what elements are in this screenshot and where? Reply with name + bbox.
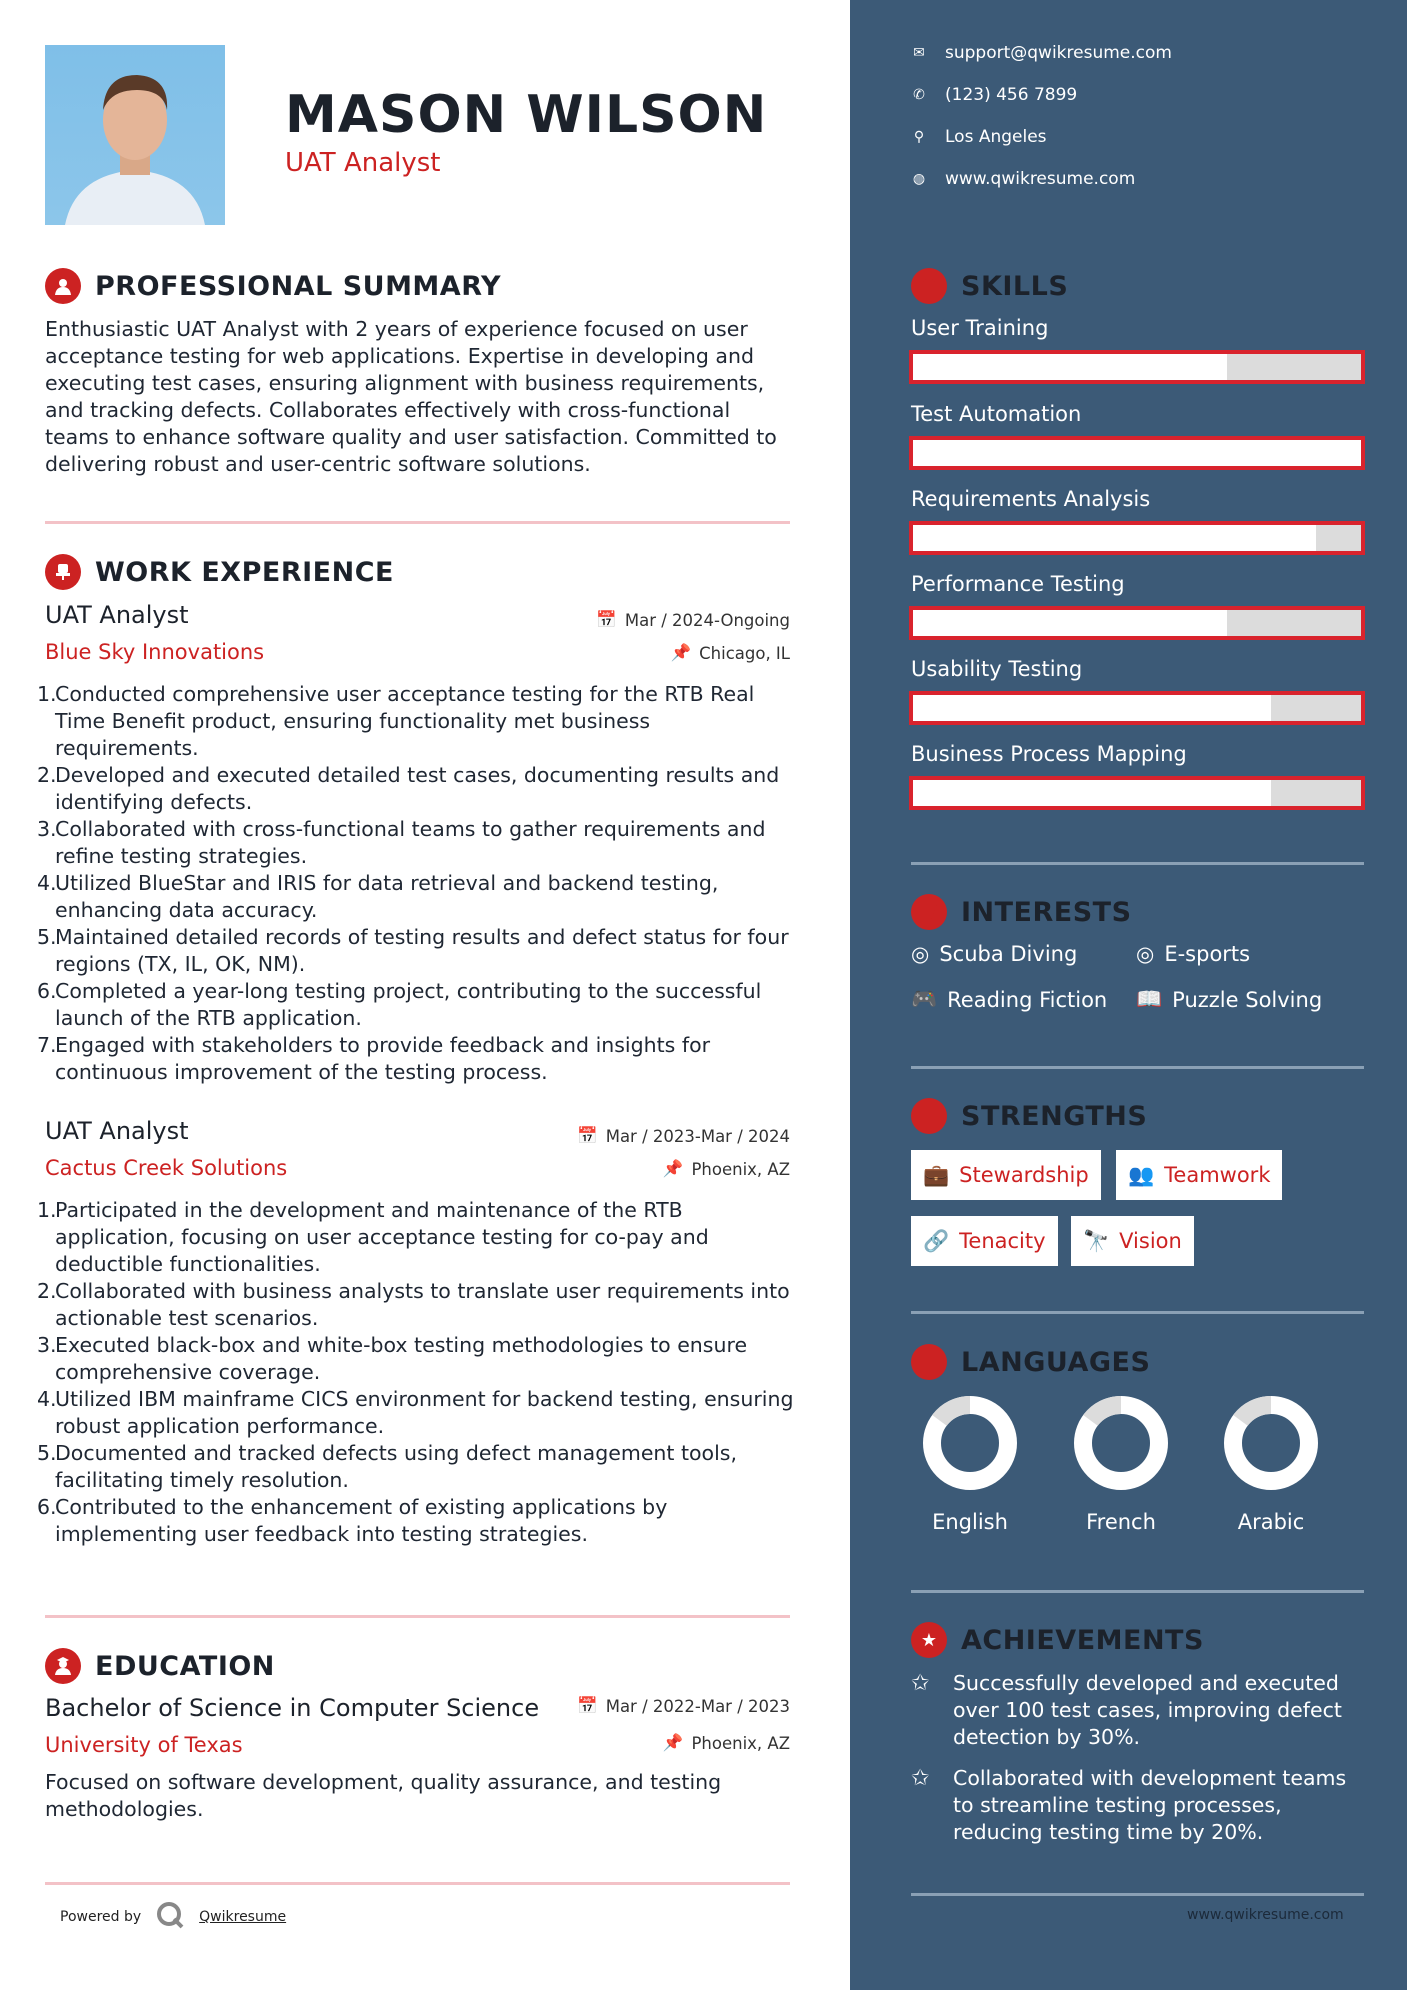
language-ring <box>1066 1395 1176 1505</box>
gamepad-icon: 🎮 <box>911 987 938 1011</box>
languages-heading: LANGUAGES <box>961 1346 1151 1378</box>
skill-bar <box>909 436 1365 470</box>
achievement-item: ✩ Successfully developed and executed over 100 test cases, improving defect detection by 30%. <box>911 1671 1342 1749</box>
summary-header <box>45 268 501 304</box>
location-icon: ⚲ <box>913 129 925 145</box>
qwikresume-logo-icon <box>155 1900 185 1934</box>
job-date: 📅 Mar / 2024-Ongoing <box>596 610 790 630</box>
calendar-icon: 📅 <box>596 610 617 629</box>
job-location: 📌 Chicago, IL <box>670 643 790 663</box>
lifebuoy-icon: ◎ <box>1136 942 1155 966</box>
envelope-icon: ✉ <box>913 45 925 61</box>
list-item: 1. Conducted comprehensive user acceptance testing for the RTB Real Time Benefit product, ensuring functionality met business requirements. <box>37 682 755 760</box>
star-icon: ✩ <box>911 1671 930 1696</box>
strengths-header <box>911 1098 1147 1134</box>
divider <box>45 1882 790 1885</box>
phone-icon: ✆ <box>913 87 925 103</box>
skill-label: Test Automation <box>911 402 1082 426</box>
powered-by-label: Powered by <box>60 1909 142 1925</box>
list-item: 1. Participated in the development and maintenance of the RTB application, focusing on user acceptance testing for co-pay and deductible functionalities. <box>37 1198 709 1276</box>
experience-header <box>45 554 394 590</box>
skill-bar <box>909 776 1365 810</box>
interests-heading: INTERESTS <box>961 896 1132 928</box>
language-label: Arabic <box>1237 1510 1305 1534</box>
star-badge-icon: ★ <box>911 1622 947 1658</box>
divider <box>911 862 1364 865</box>
skills-heading: SKILLS <box>961 270 1069 302</box>
footer-url: www.qwikresume.com <box>1187 1907 1344 1923</box>
degree-title: Bachelor of Science in Computer Science <box>45 1694 540 1722</box>
language-ring <box>915 1395 1025 1505</box>
skill-bar-fill <box>913 354 1227 380</box>
translate-icon <box>911 1344 947 1380</box>
skill-bar-fill <box>913 780 1271 806</box>
candidate-name: MASON WILSON <box>285 85 768 145</box>
profile-photo <box>45 45 225 225</box>
strength-badge: 🔗 Tenacity <box>911 1216 1058 1266</box>
skill-label: User Training <box>911 316 1049 340</box>
job-company: Blue Sky Innovations <box>45 640 265 664</box>
school-name: University of Texas <box>45 1733 243 1757</box>
user-icon <box>45 268 81 304</box>
strength-badge: 👥 Teamwork <box>1116 1150 1282 1200</box>
users-icon: 👥 <box>1128 1162 1155 1187</box>
education-location: 📌 Phoenix, AZ <box>662 1733 790 1753</box>
strength-badge: 💼 Stewardship <box>911 1150 1101 1200</box>
link-icon: 🔗 <box>923 1228 950 1253</box>
pin-icon: 📌 <box>662 1733 684 1752</box>
list-item: 5. Maintained detailed records of testing results and defect status for four regions (TX, IL, OK, NM). <box>37 925 789 976</box>
interest-item: 🎮 Reading Fiction <box>911 987 1108 1012</box>
list-item: 3. Executed black-box and white-box testing methodologies to ensure comprehensive coverage. <box>37 1333 748 1384</box>
list-item: 5. Documented and tracked defects using defect management tools, facilitating timely resolution. <box>37 1441 737 1492</box>
job-date: 📅 Mar / 2023-Mar / 2024 <box>577 1126 790 1146</box>
list-item: 3. Collaborated with cross-functional teams to gather requirements and refine testing strategies. <box>37 817 766 868</box>
skill-label: Business Process Mapping <box>911 742 1187 766</box>
calendar-icon: 📅 <box>577 1696 598 1715</box>
footer-powered-by <box>60 1900 286 1934</box>
summary-text: Enthusiastic UAT Analyst with 2 years of experience focused on user acceptance testing for web applications. Expertise in developing and executing test cases, ensuring alignment with business requirements, and tracking defects. Collaborates effectively with cross-functional teams to enhance software quality and user satisfaction. Committed to delivering robust and user-centric software solutions. <box>45 317 777 476</box>
list-item: 2. Developed and executed detailed test cases, documenting results and identifying defects. <box>37 763 780 814</box>
interest-item: 📖 Puzzle Solving <box>1136 987 1323 1012</box>
skill-bar <box>909 691 1365 725</box>
job-company: Cactus Creek Solutions <box>45 1156 288 1180</box>
fist-icon <box>911 1098 947 1134</box>
chair-icon <box>45 554 81 590</box>
list-item: 2. Collaborated with business analysts to translate user requirements into actionable test scenarios. <box>37 1279 790 1330</box>
languages-header <box>911 1344 1150 1380</box>
language-ring <box>1216 1395 1326 1505</box>
skill-bar-fill <box>913 610 1227 636</box>
skill-label: Usability Testing <box>911 657 1083 681</box>
language-label: English <box>932 1510 1008 1534</box>
strengths-heading: STRENGTHS <box>961 1100 1148 1132</box>
lifebuoy-icon: ◎ <box>911 942 930 966</box>
candidate-title: UAT Analyst <box>285 148 441 178</box>
interests-header <box>911 894 1132 930</box>
achievements-heading: ACHIEVEMENTS <box>961 1624 1204 1656</box>
skill-bar <box>909 606 1365 640</box>
skill-bar <box>909 350 1365 384</box>
interest-item: ◎ Scuba Diving <box>911 942 1078 966</box>
experience-heading: WORK EXPERIENCE <box>95 556 394 588</box>
language-label: French <box>1086 1510 1156 1534</box>
skill-bar-fill <box>913 695 1271 721</box>
binoculars-icon: 🔭 <box>1083 1228 1110 1253</box>
list-item: 6. Contributed to the enhancement of existing applications by implementing user feedback into testing strategies. <box>37 1495 668 1546</box>
contact-website: ◍ www.qwikresume.com <box>912 169 1136 189</box>
divider <box>911 1066 1364 1069</box>
qwikresume-link[interactable]: Qwikresume <box>199 1909 287 1925</box>
skill-bar-fill <box>913 440 1361 466</box>
list-item: 4. Utilized IBM mainframe CICS environment for backend testing, ensuring robust application performance. <box>37 1387 794 1438</box>
education-date: 📅 Mar / 2022-Mar / 2023 <box>577 1696 790 1716</box>
education-text: Focused on software development, quality assurance, and testing methodologies. <box>45 1770 722 1821</box>
list-item: 6. Completed a year-long testing project, contributing to the successful launch of the RTB application. <box>37 979 762 1030</box>
globe-icon: ◍ <box>912 171 926 187</box>
education-heading: EDUCATION <box>95 1650 275 1682</box>
book-icon: 📖 <box>1136 987 1163 1011</box>
briefcase-icon: 💼 <box>923 1162 950 1187</box>
job-title: UAT Analyst <box>45 601 189 629</box>
achievements-header <box>911 1622 1204 1658</box>
job-title: UAT Analyst <box>45 1117 189 1145</box>
job-location: 📌 Phoenix, AZ <box>662 1159 790 1179</box>
divider <box>911 1893 1364 1896</box>
star-icon: ✩ <box>911 1766 930 1791</box>
skills-header <box>911 268 1068 304</box>
contact-location: ⚲ Los Angeles <box>911 127 1047 147</box>
job-duties-list <box>37 681 795 1086</box>
job-duties-list <box>37 1197 795 1548</box>
divider <box>45 1615 790 1618</box>
skill-bar <box>909 521 1365 555</box>
lightbulb-icon <box>911 268 947 304</box>
education-header <box>45 1648 275 1684</box>
paper-plane-icon <box>911 894 947 930</box>
pin-icon: 📌 <box>662 1159 684 1178</box>
graduate-icon <box>45 1648 81 1684</box>
divider <box>911 1590 1364 1593</box>
list-item: 7. Engaged with stakeholders to provide feedback and insights for continuous improvement of the testing process. <box>37 1033 711 1084</box>
list-item: 4. Utilized BlueStar and IRIS for data retrieval and backend testing, enhancing data accuracy. <box>37 871 719 922</box>
skill-label: Performance Testing <box>911 572 1125 596</box>
contact-phone: ✆ (123) 456 7899 <box>911 85 1077 105</box>
interest-item: ◎ E-sports <box>1136 942 1251 966</box>
summary-heading: PROFESSIONAL SUMMARY <box>95 270 502 302</box>
pin-icon: 📌 <box>670 643 692 662</box>
skill-bar-fill <box>913 525 1316 551</box>
divider <box>911 1311 1364 1314</box>
strength-badge: 🔭 Vision <box>1071 1216 1194 1266</box>
skill-label: Requirements Analysis <box>911 487 1151 511</box>
divider <box>45 521 790 524</box>
calendar-icon: 📅 <box>577 1126 598 1145</box>
contact-email: ✉ support@qwikresume.com <box>911 43 1172 63</box>
achievement-item: ✩ Collaborated with development teams to streamline testing processes, reducing testing time by 20%. <box>911 1766 1347 1844</box>
